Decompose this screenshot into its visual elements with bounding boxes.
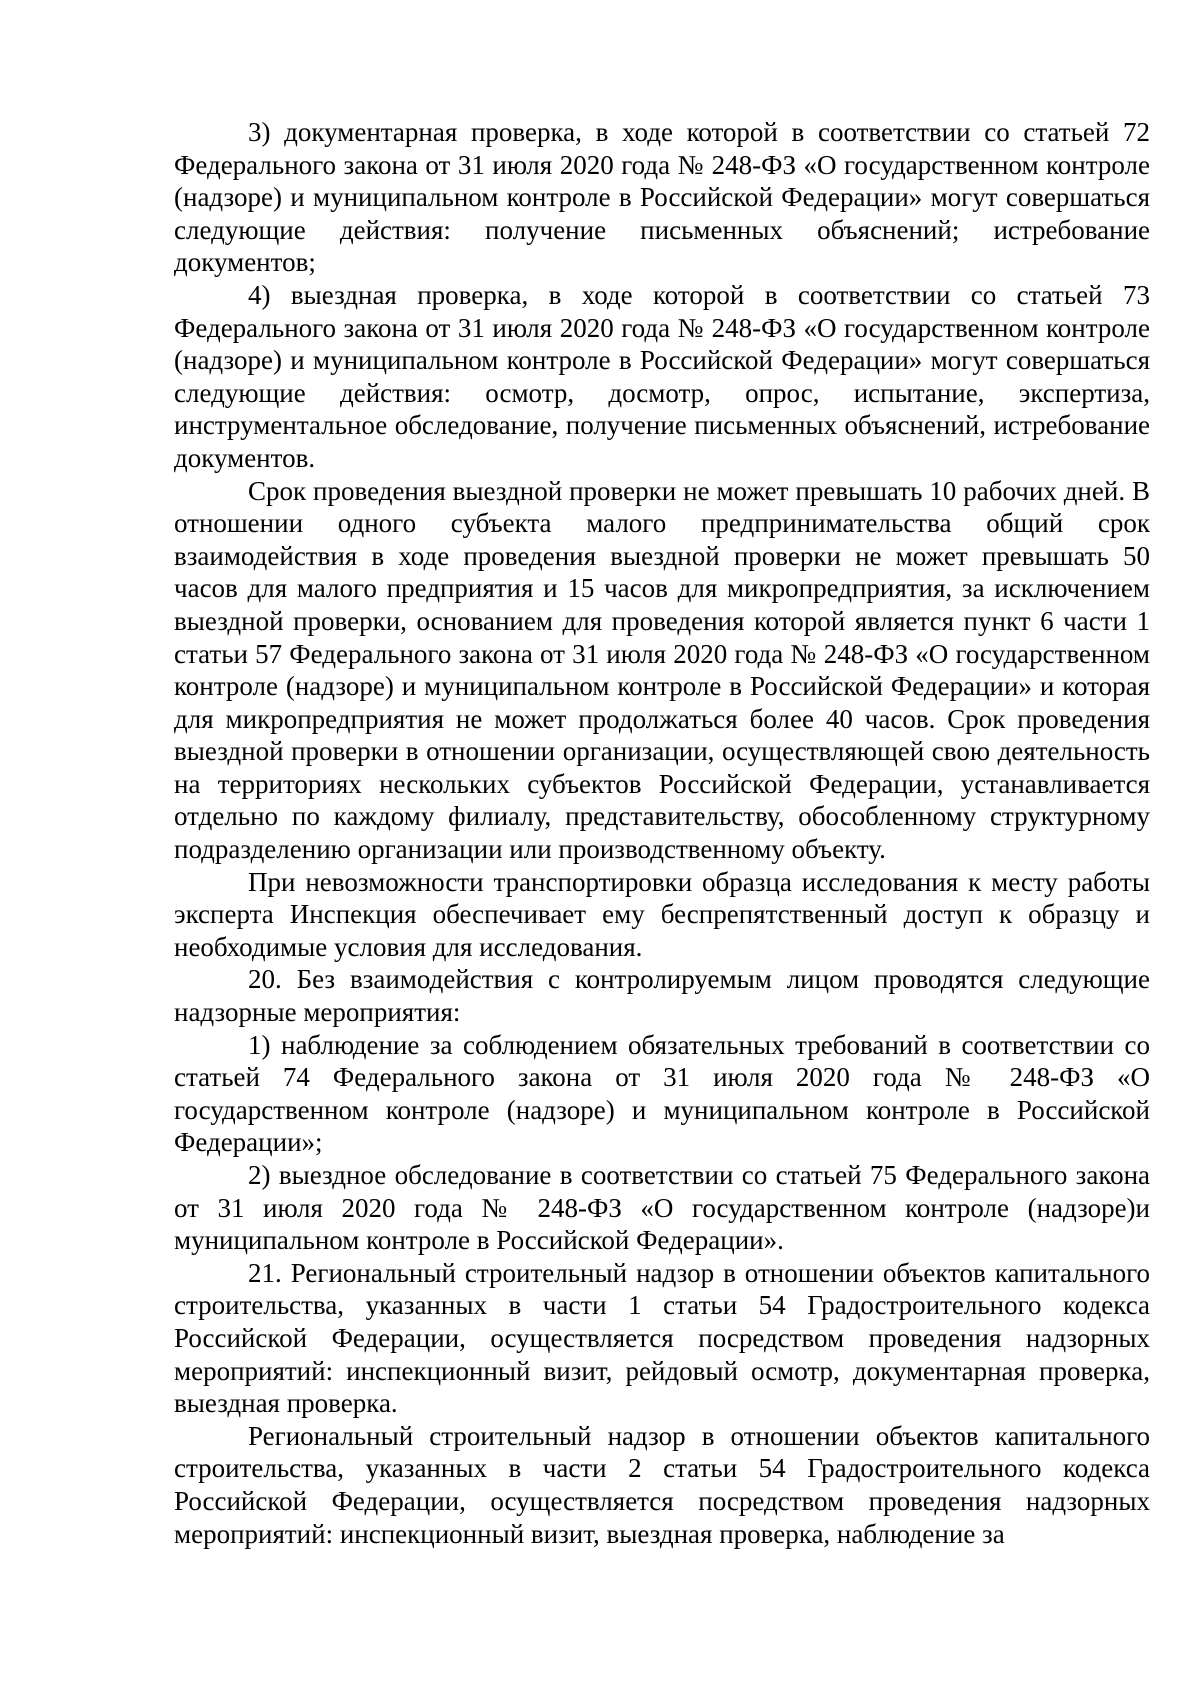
paragraph-item-20: 20. Без взаимодействия с контролируемым лицом проводятся следующие надзорные мероприятия: xyxy=(174,964,1150,1028)
paragraph-item-20-2: 2) выездное обследование в соответствии со статьей 75 Федерального закона от 31 июля 2020 года № 248-ФЗ «О государственном контроле (надзоре)и муниципальном контроле в Российской Федерации». xyxy=(174,1160,1150,1256)
document-page xyxy=(174,116,1150,1550)
paragraph-field-check: 4) выездная проверка, в ходе которой в соответствии со статьей 73 Федерального закона от 31 июля 2020 года № 248-ФЗ «О государственном контроле (надзоре) и муниципальном контроле в Российской Федерации» могут совершаться следующие действия: осмотр, досмотр, опрос, испытание, экспертиза, инструментальное обследование, получение письменных объяснений, истребование документов. xyxy=(174,279,1150,473)
paragraph-documentary-check: 3) документарная проверка, в ходе которой в соответствии со статьей 72 Федерального закона от 31 июля 2020 года № 248-ФЗ «О государственном контроле (надзоре) и муниципальном контроле в Российской Федерации» могут совершаться следующие действия: получение письменных объяснений; истребование документов; xyxy=(174,117,1150,278)
paragraph-item-21: 21. Региональный строительный надзор в отношении объектов капитального строительства, указанных в части 1 статьи 54 Градостроительного кодекса Российской Федерации, осуществляется посредством проведения надзорных мероприятий: инспекционный визит, рейдовый осмотр, документарная проверка, выездная проверка. xyxy=(174,1257,1150,1419)
paragraph-sample-access: При невозможности транспортировки образца исследования к месту работы эксперта Инспекция обеспечивает ему беспрепятственный доступ к образцу и необходимые условия для исследования. xyxy=(174,866,1150,962)
paragraph-item-20-1: 1) наблюдение за соблюдением обязательных требований в соответствии со статьей 74 Федерального закона от 31 июля 2020 года № 248-ФЗ «О государственном контроле (надзоре) и муниципальном контроле в Российской Федерации»; xyxy=(174,1029,1150,1158)
paragraph-field-check-duration: Срок проведения выездной проверки не может превышать 10 рабочих дней. В отношении одного субъекта малого предпринимательства общий срок взаимодействия в ходе проведения выездной проверки не может превышать 50 часов для малого предприятия и 15 часов для микропредприятия, за исключением выездной проверки, основанием для проведения которой является пункт 6 части 1 статьи 57 Федерального закона от 31 июля 2020 года № 248-ФЗ «О государственном контроле (надзоре) и муниципальном контроле в Российской Федерации» и которая для микропредприятия не может продолжаться более 40 часов. Срок проведения выездной проверки в отношении организации, осуществляющей свою деятельность на территориях нескольких субъектов Российской Федерации, устанавливается отдельно по каждому филиалу, представительству, обособленному структурному подразделению организации или производственному объекту. xyxy=(174,475,1150,865)
paragraph-item-21-continued: Региональный строительный надзор в отношении объектов капитального строительства, указанных в части 2 статьи 54 Градостроительного кодекса Российской Федерации, осуществляется посредством проведения надзорных мероприятий: инспекционный визит, выездная проверка, наблюдение за xyxy=(174,1420,1150,1549)
